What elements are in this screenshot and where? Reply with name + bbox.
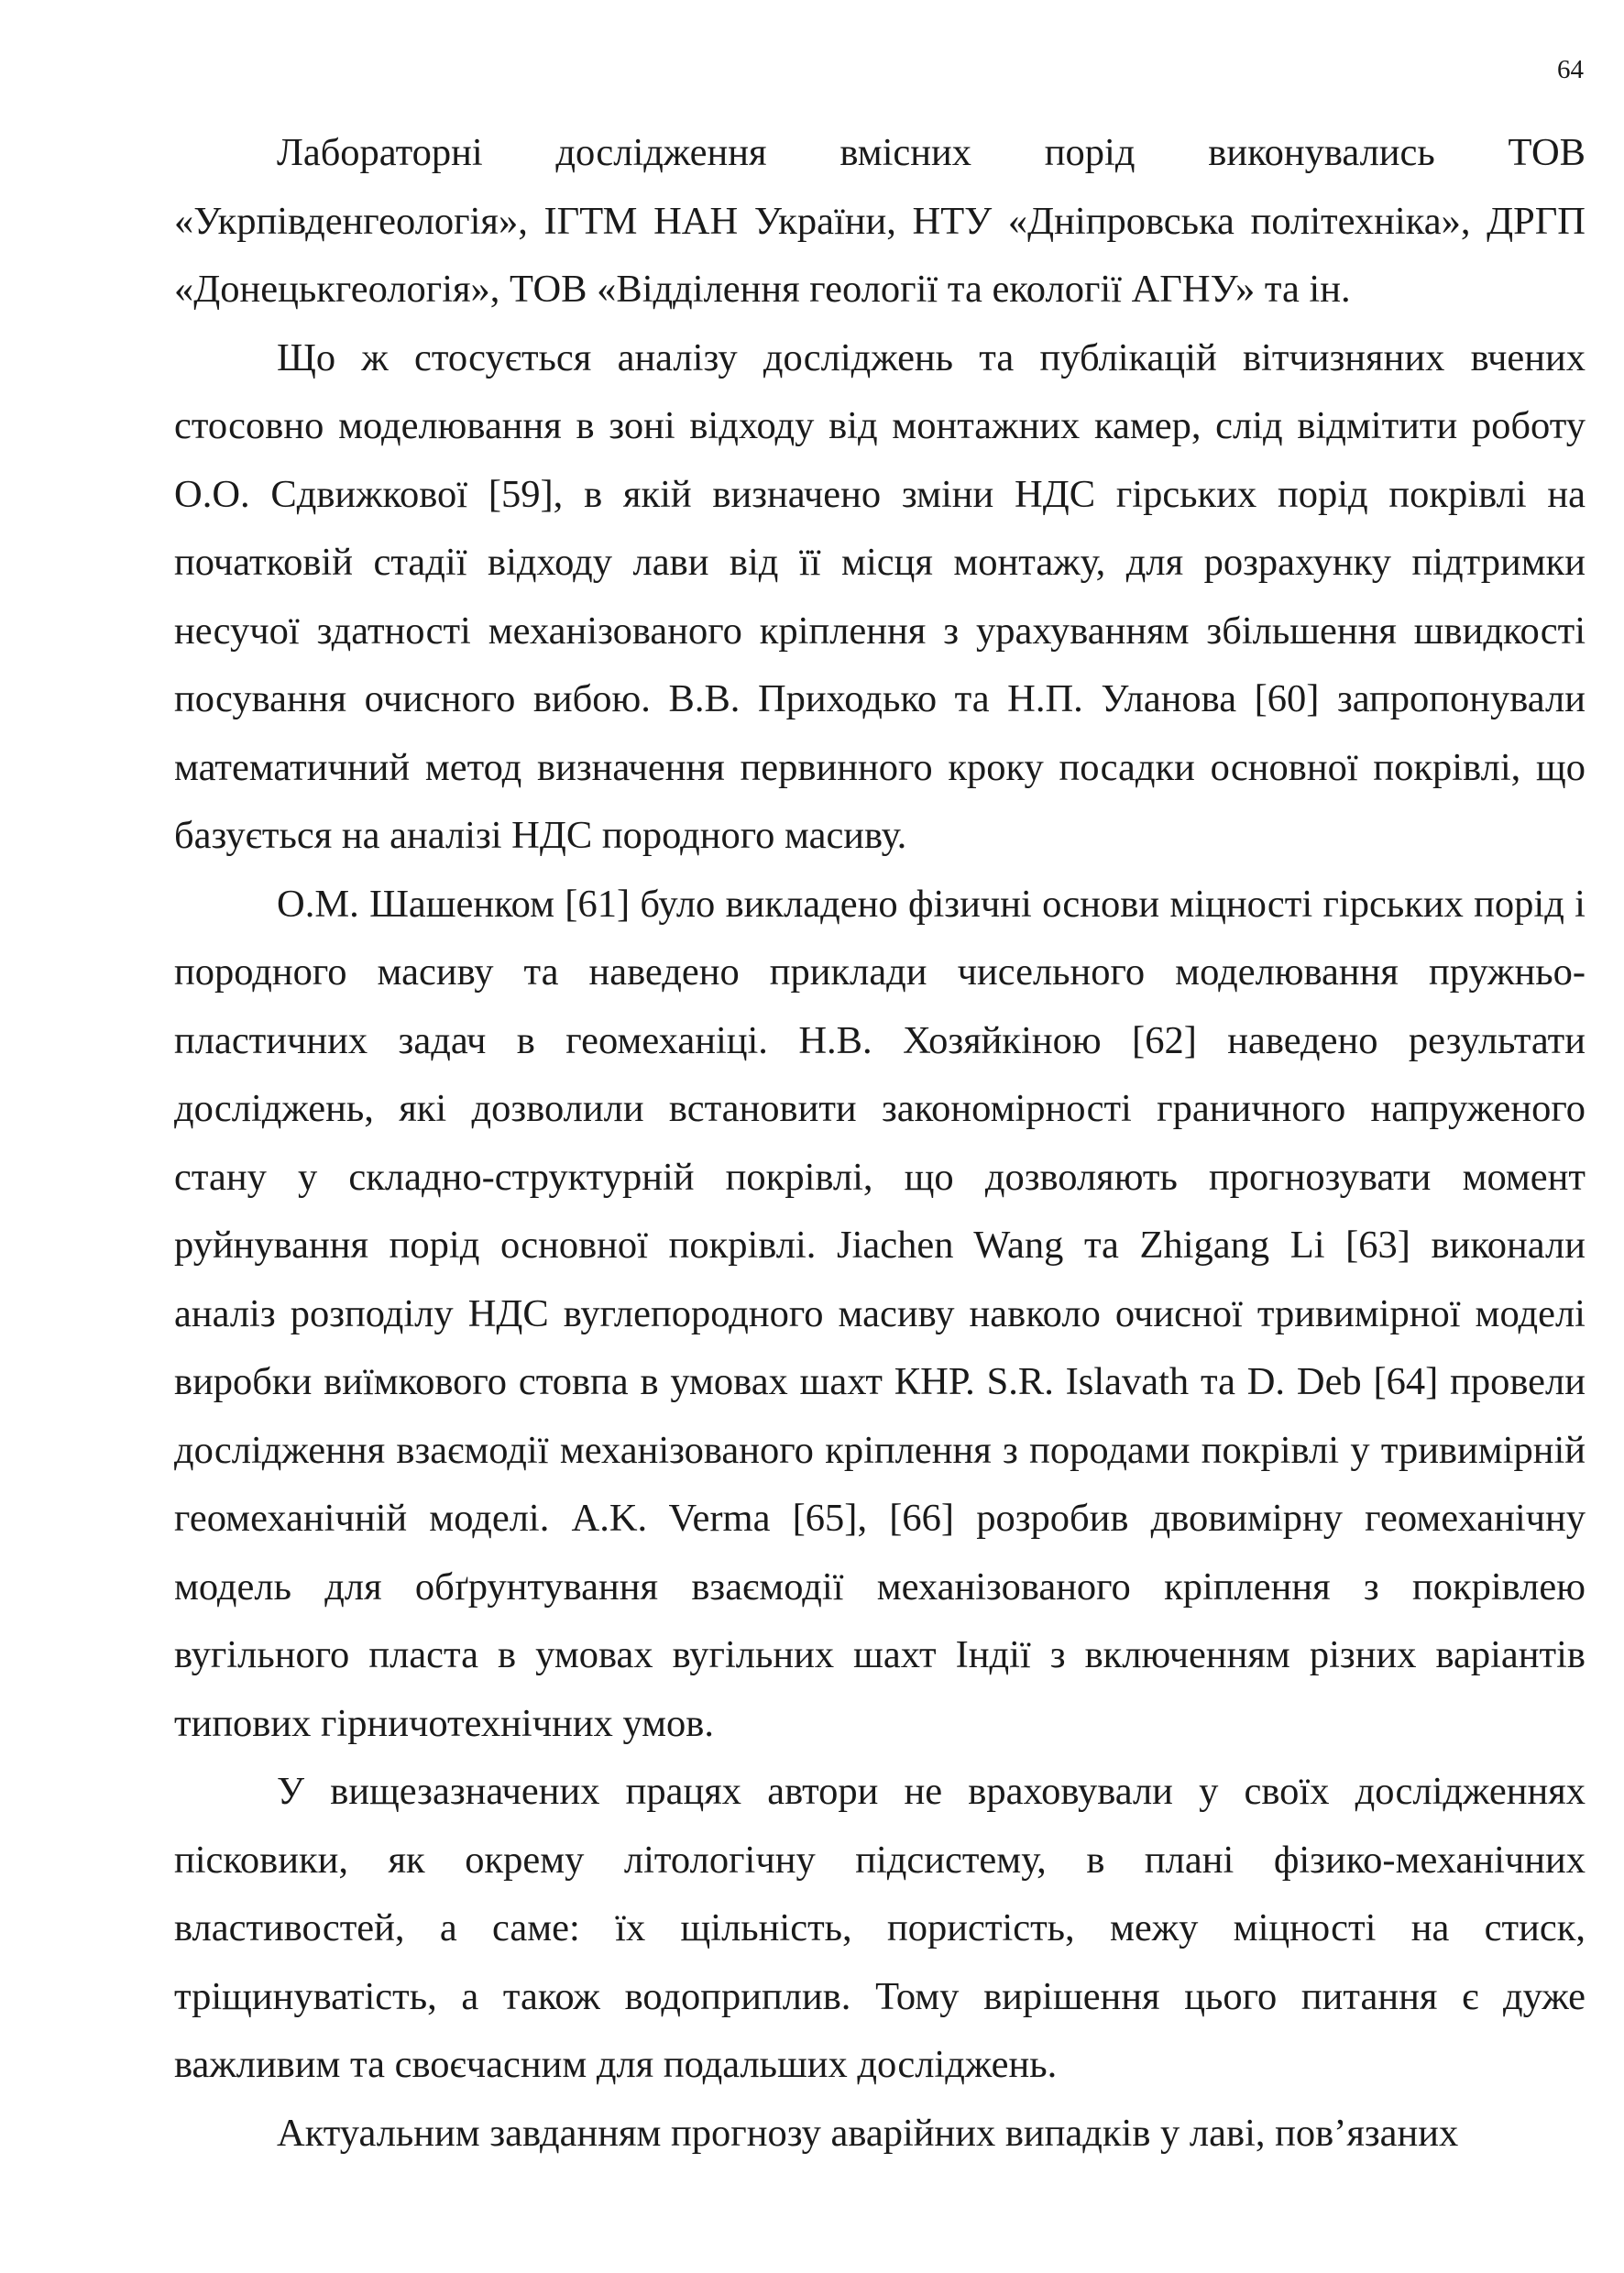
paragraph: Лабораторні дослідження вмісних порід виконувались ТОВ «Укрпівденгеологія», ІГТМ НАН України, НТУ «Дніпровська політехніка», ДРГП «Донецькгеологія», ТОВ «Відділення геології та екології АГНУ» та ін.	[174, 131, 1586, 311]
paragraph: У вищезазначених працях автори не враховували у своїх дослідженнях пісковики, як окрему літологічну підсистему, в плані фізико-механічних властивостей, а саме: їх щільність, пористість, межу міцності на стиск, тріщинуватість, а також водоприплив. Тому вирішення цього питання є дуже важливим та своєчасним для подальших досліджень.	[174, 1770, 1586, 2086]
paragraph: Що ж стосується аналізу досліджень та публікацій вітчизняних вчених стосовно моделювання в зоні відходу від монтажних камер, слід відмітити роботу О.О. Сдвижкової [59], в якій визначено зміни НДС гірських порід покрівлі на початковій стадії відходу лави від її місця монтажу, для розрахунку підтримки несучої здатності механізованого кріплення з урахуванням збільшення швидкості посування очисного вибою. В.В. Приходько та Н.П. Уланова [60] запропонували математичний метод визначення первинного кроку посадки основної покрівлі, що базується на аналізі НДС породного масиву.	[174, 335, 1586, 857]
paragraph: Актуальним завданням прогнозу аварійних випадків у лаві, пов’язаних	[277, 2111, 1459, 2155]
document-body	[174, 119, 1586, 2168]
page-number: 64	[1557, 55, 1584, 84]
paragraph: О.М. Шашенком [61] було викладено фізичні основи міцності гірських порід і породного масиву та наведено приклади чисельного моделювання пружньо-пластичних задач в геомеханіці. Н.В. Хозяйкіною [62] наведено результати досліджень, які дозволили встановити закономірності граничного напруженого стану у складно-структурній покрівлі, що дозволяють прогнозувати момент руйнування порід основної покрівлі. Jiachen Wang та Zhigang Li [63] виконали аналіз розподілу НДС вуглепородного масиву навколо очисної тривимірної моделі виробки виїмкового стовпа в умовах шахт КНР. S.R. Islavath та D. Deb [64] провели дослідження взаємодії механізованого кріплення з породами покрівлі у тривимірній геомеханічній моделі. A.K. Verma [65], [66] розробив двовимірну геомеханічну модель для обґрунтування взаємодії механізованого кріплення з покрівлею вугільного пласта в умовах вугільних шахт Індії з включенням різних варіантів типових гірничотехнічних умов.	[174, 882, 1586, 1745]
